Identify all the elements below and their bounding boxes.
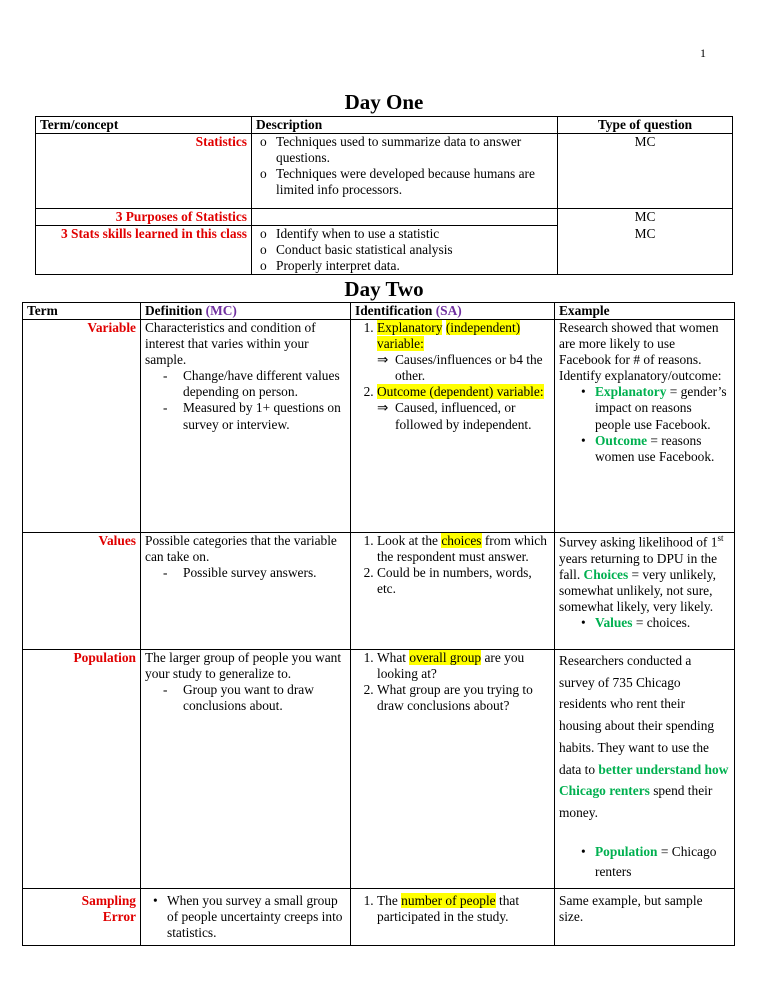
list-item: • When you survey a small group of people uncertainty creeps into statistics. (167, 893, 346, 941)
list-item: - Change/have different values depending on person. (183, 368, 346, 400)
example-cell: Same example, but sample size. (555, 889, 735, 946)
identification-cell (351, 650, 555, 889)
header-identification (351, 303, 555, 320)
table-header-row (36, 117, 733, 134)
list-item: ⇒ Caused, influenced, or followed by independent. (395, 400, 550, 432)
list-item (595, 615, 730, 631)
example-label: Values (595, 614, 633, 630)
identification-cell (351, 533, 555, 650)
example-text: Research showed that women are more likely to use Facebook for # of reasons. Identify explanatory/outcome: (559, 320, 722, 384)
table-header-row (23, 303, 735, 320)
table-row (36, 226, 733, 275)
list-item (595, 384, 730, 432)
term-values: Values (23, 533, 141, 650)
definition-cell (141, 320, 351, 533)
example-label: Outcome (595, 432, 648, 448)
example-value: = Chicago renters (595, 843, 717, 879)
example-label: Population (595, 843, 658, 859)
list-item: - Possible survey answers. (183, 565, 346, 581)
header-type: Type of question (558, 117, 733, 134)
highlight-independent: (independent) (445, 320, 521, 336)
definition-text: Possible categories that the variable can take on. (145, 533, 337, 565)
term-line: Sampling (81, 893, 136, 909)
example-value: = gender’s impact on reasons people use Facebook. (595, 384, 727, 432)
header-example: Example (555, 303, 735, 320)
example-text (559, 650, 730, 824)
description-cell (252, 209, 558, 226)
example-cell (555, 650, 735, 889)
highlight-variable: variable: (377, 336, 424, 352)
table-row (23, 533, 735, 650)
list-item: ⇒ Causes/influences or b4 the other. (395, 352, 550, 384)
day-two-title: Day Two (344, 277, 424, 301)
term-statistics: Statistics (36, 134, 252, 209)
term-population: Population (23, 650, 141, 889)
example-text-part: = very unlikely, somewhat unlikely, not sure, somewhat likely, very likely. (559, 566, 716, 614)
definition-cell (141, 533, 351, 650)
header-term: Term (23, 303, 141, 320)
highlight-explanatory: Explanatory (377, 320, 443, 336)
list-item: - Group you want to draw conclusions about. (183, 682, 346, 714)
day-one-table (35, 116, 733, 275)
type-cell: MC (558, 226, 733, 275)
header-term: Term/concept (36, 117, 252, 134)
ident-text: What (377, 650, 410, 666)
term-skills: 3 Stats skills learned in this class (36, 226, 252, 275)
example-text-part: Survey asking likelihood of 1 (559, 534, 718, 550)
list-item (377, 650, 550, 682)
example-emphasis: better understand how Chicago renters (559, 761, 729, 799)
highlight-outcome: Outcome (dependent) variable: (377, 384, 544, 400)
table-row (36, 209, 733, 226)
ident-text: are you looking at? (377, 650, 525, 682)
list-item: o Techniques were developed because humans are limited info processors. (276, 166, 553, 198)
list-item (377, 533, 550, 565)
list-item: - Measured by 1+ questions on survey or interview. (183, 400, 346, 432)
header-identification-tag: (SA) (435, 303, 462, 318)
example-text-part: years returning to DPU in the fall. (559, 550, 718, 582)
header-description: Description (252, 117, 558, 134)
example-cell (555, 320, 735, 533)
ident-text: that participated in the study. (377, 893, 520, 925)
header-definition (141, 303, 351, 320)
highlight-overall-group: overall group (409, 650, 482, 666)
example-label: Choices (583, 566, 629, 582)
example-text (559, 533, 730, 615)
ident-text: The (377, 893, 402, 909)
definition-cell (141, 650, 351, 889)
term-variable: Variable (23, 320, 141, 533)
table-row (23, 650, 735, 889)
identification-cell (351, 889, 555, 946)
definition-cell (141, 889, 351, 946)
table-row (23, 889, 735, 946)
list-item (377, 384, 550, 432)
highlight-number-of-people: number of people (401, 893, 496, 909)
list-item: 2. What group are you trying to draw conclusions about? (377, 682, 550, 714)
type-cell: MC (558, 209, 733, 226)
example-text-part: spend their money. (559, 783, 713, 820)
page-number: 1 (700, 46, 706, 60)
term-sampling-error (23, 889, 141, 946)
table-row (23, 320, 735, 533)
example-text-part: Researchers conducted a survey of 735 Chicago residents who rent their housing about their spending habits. They want to use the data to (559, 653, 715, 777)
description-cell (252, 134, 558, 209)
term-line: Error (102, 909, 136, 925)
example-value: = choices. (632, 614, 691, 630)
list-item (595, 433, 730, 465)
identification-cell (351, 320, 555, 533)
table-row (36, 134, 733, 209)
list-item (377, 320, 550, 384)
list-item: o Conduct basic statistical analysis (276, 242, 553, 258)
day-one-title: Day One (344, 90, 424, 114)
header-definition-tag: (MC) (205, 303, 237, 318)
ident-text: Look at the (377, 533, 442, 549)
type-cell: MC (558, 134, 733, 209)
example-label: Explanatory (595, 384, 667, 400)
example-cell (555, 533, 735, 650)
header-definition-label: Definition (145, 303, 206, 318)
definition-text: The larger group of people you want your study to generalize to. (145, 650, 342, 682)
header-identification-label: Identification (355, 303, 436, 318)
example-value: = reasons women use Facebook. (595, 432, 715, 464)
day-two-table (22, 302, 735, 946)
definition-text: Characteristics and condition of interest that varies within your sample. (145, 320, 316, 368)
list-item (377, 893, 550, 925)
highlight-choices: choices (441, 533, 482, 549)
ident-text: from which the respondent must answer. (377, 533, 547, 565)
list-item: o Techniques used to summarize data to answer questions. (276, 134, 553, 166)
description-cell (252, 226, 558, 275)
list-item (595, 842, 730, 882)
term-purposes: 3 Purposes of Statistics (36, 209, 252, 226)
list-item: 2. Could be in numbers, words, etc. (377, 565, 550, 597)
list-item: o Identify when to use a statistic (276, 226, 553, 242)
superscript: st (717, 533, 724, 544)
list-item: o Properly interpret data. (276, 258, 553, 274)
